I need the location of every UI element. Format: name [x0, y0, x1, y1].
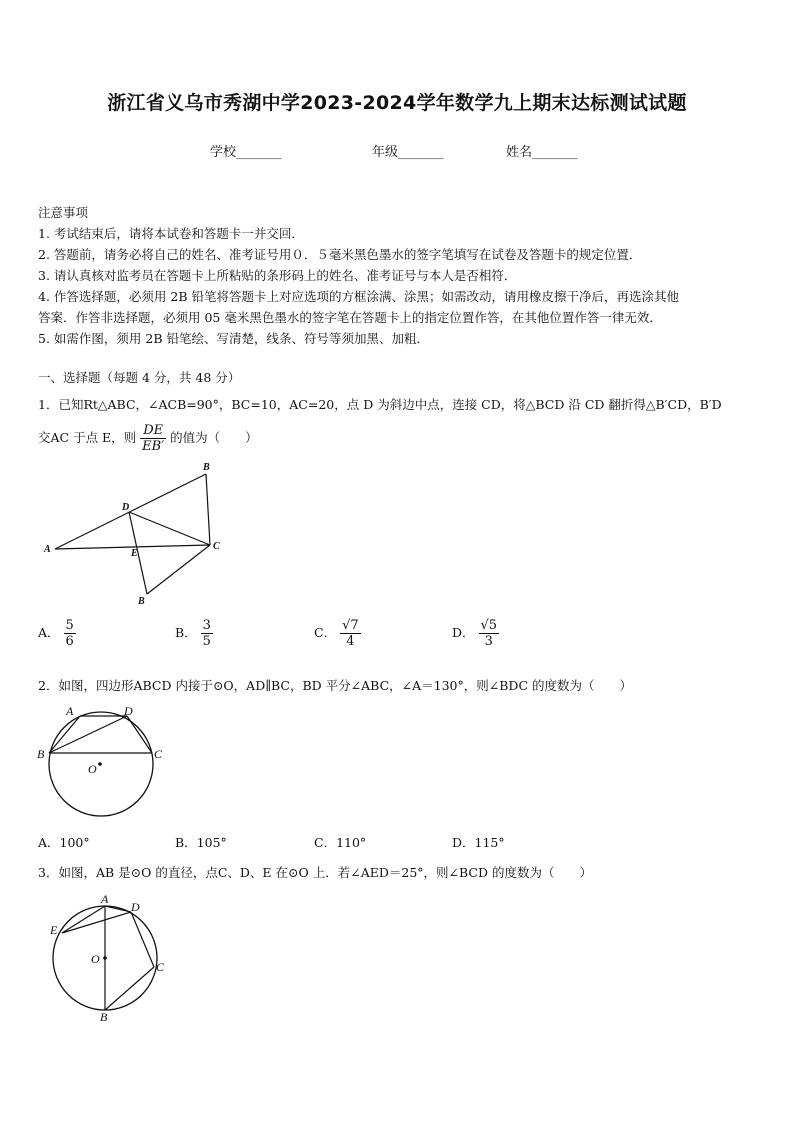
note-item: 2. 答题前，请务必将自己的姓名、准考证号用０．５毫米黑色墨水的签字笔填写在试卷及答题卡的规定位置．	[38, 247, 642, 262]
q3-line-ad	[105, 906, 131, 912]
q2-label-b: B	[37, 747, 45, 761]
note-item: 5. 如需作图，须用 2B 铅笔绘、写清楚，线条、符号等须加黑、加粗．	[38, 331, 429, 346]
q1-option-a: A． $\frac{5}{6}$	[38, 618, 74, 649]
q1-label-e: E	[131, 548, 138, 559]
q1-line1: 1．已知Rt△ABC，∠ACB=90°，BC=10，AC=20，点 D 为斜边中点，连接 CD，将△BCD 沿 CD 翻折得△B′CD，B′D	[38, 397, 722, 412]
q2-center-point	[98, 762, 102, 766]
q2-text: 2．如图，四边形ABCD 内接于⊙O，AD∥BC，BD 平分∠ABC，∠A＝130°，则∠BDC 的度数为（ ）	[38, 678, 632, 693]
q1-frac-num: DE	[140, 423, 166, 439]
q1-label-b2: B	[138, 596, 145, 607]
section-heading: 一、选择题（每题 4 分，共 48 分）	[38, 370, 241, 385]
page-title: 浙江省义乌市秀湖中学2023-2024学年数学九上期末达标测试试题	[107, 92, 687, 114]
q1-line-bc	[206, 474, 210, 545]
q1-fraction	[140, 423, 166, 454]
q2-line-dc	[127, 716, 152, 753]
note-item: 3. 请认真核对监考员在答题卡上所粘贴的条形码上的姓名、准考证号与本人是否相符．	[38, 268, 517, 283]
q1-line2	[38, 420, 258, 456]
grade-field: 年级_______	[372, 145, 444, 160]
q2-option-b: B．105°	[175, 835, 227, 850]
q1-line-ab	[55, 474, 206, 549]
q2-option-a: A．100°	[38, 835, 90, 850]
name-field: 姓名_______	[506, 145, 578, 160]
q2-label-a: A	[66, 704, 74, 718]
q2-line-bd	[49, 716, 127, 753]
q3-center-point	[103, 956, 107, 960]
q2-label-o: O	[88, 762, 97, 776]
notes-heading: 注意事项	[38, 205, 89, 220]
q1-option-d: D． $\frac{√5}{3}$	[452, 618, 498, 649]
q1-figure	[36, 455, 236, 610]
q3-label-c: C	[156, 960, 165, 974]
q2-option-d: D．115°	[452, 835, 505, 850]
q3-label-b: B	[100, 1010, 108, 1024]
q1-label-b: B	[203, 462, 210, 473]
q3-figure	[44, 890, 184, 1025]
note-item: 4. 作答选择题，必须用 2B 铅笔将答题卡上对应选项的方框涂满、涂黑；如需改动，请用橡皮擦干净后，再选涂其他	[38, 289, 679, 304]
q2-label-d: D	[124, 704, 133, 718]
note-item: 1. 考试结束后，请将本试卷和答题卡一并交回．	[38, 226, 304, 241]
q3-line-dc	[131, 912, 154, 967]
q3-line-ed	[62, 912, 131, 933]
notes-block	[38, 202, 679, 349]
q2-option-c: C．110°	[314, 835, 367, 850]
q3-label-o: O	[91, 952, 100, 966]
school-field: 学校_______	[210, 145, 282, 160]
q3-label-e: E	[50, 923, 58, 937]
q1-line2-post: 的值为（ ）	[170, 430, 258, 445]
q3-label-a: A	[101, 892, 109, 906]
q1-line-dc	[129, 512, 210, 545]
q2-label-c: C	[154, 747, 163, 761]
q1-label-a: A	[44, 544, 51, 555]
q1-line2-pre: 交AC 于点 E，则	[38, 430, 137, 445]
q3-label-d: D	[131, 900, 140, 914]
q1-option-b: B． $\frac{3}{5}$	[175, 618, 211, 649]
q1-option-c: C． $\frac{√7}{4}$	[314, 618, 359, 649]
q3-text: 3．如图，AB 是⊙O 的直径，点C、D、E 在⊙O 上．若∠AED＝25°，则∠BCD 的度数为（ ）	[38, 865, 592, 880]
q1-label-d: D	[122, 502, 130, 513]
note-item: 答案．作答非选择题，必须用 05 毫米黑色墨水的签字笔在答题卡上的指定位置作答，在其他位置作答一律无效．	[38, 310, 662, 325]
q1-line-bc2	[147, 545, 210, 594]
q2-figure	[34, 700, 174, 825]
q2-line-ba	[49, 716, 80, 753]
q1-label-c: C	[213, 541, 220, 552]
q1-frac-den: EB′	[142, 439, 165, 454]
